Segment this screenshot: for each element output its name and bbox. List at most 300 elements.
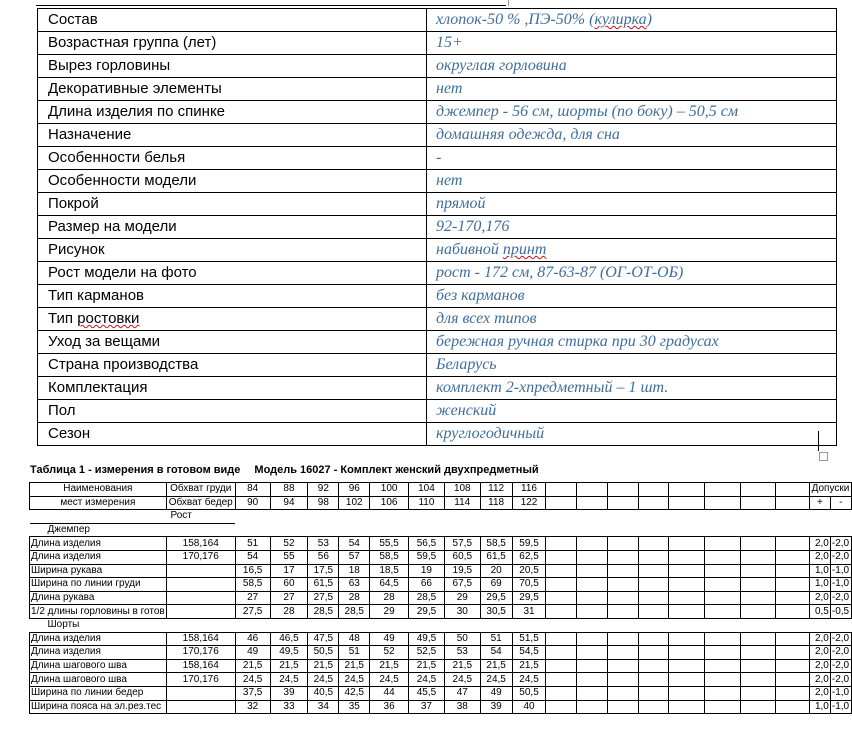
size-value: 44 (370, 686, 409, 700)
size-value: 19 (409, 564, 445, 578)
property-value: 92-170,176 (427, 216, 837, 239)
product-properties-table (37, 8, 837, 446)
spellcheck-mark: кулирка (594, 11, 647, 28)
tolerance-header: Допуски (809, 483, 851, 497)
empty-cell (776, 646, 810, 660)
measurement-row (30, 564, 852, 578)
property-value: для всех типов (427, 308, 837, 331)
size-value: 37,5 (235, 686, 270, 700)
size-value: 39 (480, 700, 512, 714)
size-value: 64,5 (370, 578, 409, 592)
property-label: Страна производства (38, 354, 427, 377)
size-value: 29 (370, 605, 409, 619)
name-header-line2: мест измерения (30, 496, 167, 510)
empty-cell (776, 537, 810, 551)
size-value: 60,5 (444, 550, 480, 564)
tolerance-minus-value: -2,0 (830, 550, 851, 564)
size-value: 54 (339, 537, 370, 551)
measurement-row (30, 673, 852, 687)
size-value: 40 (512, 700, 546, 714)
size-value: 59,5 (409, 550, 445, 564)
hips-size: 114 (444, 496, 480, 510)
hips-size: 110 (409, 496, 445, 510)
measurement-name: Ширина рукава (30, 564, 167, 578)
property-row (38, 32, 837, 55)
measurement-row (30, 646, 852, 660)
tolerance-plus-value: 1,0 (809, 700, 830, 714)
size-value: 28,5 (308, 605, 339, 619)
empty-cell (704, 700, 740, 714)
size-value: 51 (339, 646, 370, 660)
tolerance-minus-value: -1,0 (830, 686, 851, 700)
empty-cell (638, 700, 669, 714)
empty-cell (577, 578, 608, 592)
size-value: 24,5 (308, 673, 339, 687)
property-row (38, 55, 837, 78)
tolerance-minus-value: -1,0 (830, 564, 851, 578)
measurement-row (30, 537, 852, 551)
property-row (38, 147, 837, 170)
empty-cell (546, 496, 577, 510)
empty-cell (577, 646, 608, 660)
size-value: 27,5 (235, 605, 270, 619)
size-value: 27,5 (308, 591, 339, 605)
measurement-name: Длина изделия (30, 632, 167, 646)
property-value: домашняя одежда, для сна (427, 124, 837, 147)
measurement-name: Длина изделия (30, 550, 167, 564)
property-label: Тип ростовки (38, 308, 427, 331)
tolerance-minus-value: -2,0 (830, 646, 851, 660)
size-value: 27 (270, 591, 308, 605)
tolerance-minus-value: -2,0 (830, 673, 851, 687)
measurement-table (29, 482, 852, 714)
height-value: 170,176 (166, 646, 235, 660)
size-value: 39 (270, 686, 308, 700)
size-value: 36 (370, 700, 409, 714)
property-row (38, 124, 837, 147)
table-resize-handle[interactable] (819, 452, 828, 461)
empty-cell (638, 591, 669, 605)
size-value: 51 (235, 537, 270, 551)
empty-cell (740, 537, 776, 551)
size-value: 32 (235, 700, 270, 714)
size-value: 47 (444, 686, 480, 700)
size-value: 24,5 (270, 673, 308, 687)
height-value: 158,164 (166, 659, 235, 673)
empty-cell (546, 578, 577, 592)
empty-cell (546, 483, 577, 497)
empty-cell (740, 646, 776, 660)
empty-cell (607, 659, 638, 673)
empty-cell (669, 578, 705, 592)
empty-cell (607, 591, 638, 605)
size-value: 62,5 (512, 550, 546, 564)
size-value: 52 (370, 646, 409, 660)
empty-cell (607, 646, 638, 660)
size-value: 66 (409, 578, 445, 592)
size-value: 50,5 (308, 646, 339, 660)
empty-cell (669, 659, 705, 673)
property-value: прямой (427, 193, 837, 216)
empty-cell (669, 483, 705, 497)
empty-cell (577, 673, 608, 687)
empty-cell (638, 632, 669, 646)
empty-cell (546, 605, 577, 619)
empty-cell (704, 673, 740, 687)
property-value: хлопок-50 % ,ПЭ-50% (кулирка) (427, 9, 837, 32)
empty-cell (607, 483, 638, 497)
measurement-row (30, 700, 852, 714)
size-value: 42,5 (339, 686, 370, 700)
size-value: 21,5 (235, 659, 270, 673)
hips-size: 102 (339, 496, 370, 510)
size-value: 49 (480, 686, 512, 700)
size-value: 46 (235, 632, 270, 646)
property-label: Пол (38, 400, 427, 423)
size-value: 31 (512, 605, 546, 619)
empty-cell (669, 700, 705, 714)
empty-cell (577, 700, 608, 714)
property-value: нет (427, 78, 837, 101)
empty-cell (776, 700, 810, 714)
property-value: комплект 2-хпредметный – 1 шт. (427, 377, 837, 400)
measurement-name: Ширина по линии груди (30, 578, 167, 592)
property-label: Комплектация (38, 377, 427, 400)
empty-cell (546, 700, 577, 714)
chest-size: 104 (409, 483, 445, 497)
hips-label: Обхват бедер (166, 496, 235, 510)
height-value: 158,164 (166, 632, 235, 646)
chest-size: 84 (235, 483, 270, 497)
property-row (38, 400, 837, 423)
size-value: 52 (270, 537, 308, 551)
size-value: 21,5 (480, 659, 512, 673)
size-value: 58,5 (370, 550, 409, 564)
empty-cell (638, 646, 669, 660)
property-value: круглогодичный (427, 423, 837, 446)
empty-cell (704, 605, 740, 619)
size-value: 34 (308, 700, 339, 714)
property-value: нет (427, 170, 837, 193)
empty-cell (704, 483, 740, 497)
chest-size: 96 (339, 483, 370, 497)
size-value: 55,5 (370, 537, 409, 551)
empty-cell (607, 564, 638, 578)
name-header: Наименования (30, 483, 167, 497)
empty-cell (607, 578, 638, 592)
property-label: Рисунок (38, 239, 427, 262)
size-value: 28,5 (339, 605, 370, 619)
measurement-name: Длина рукава (30, 591, 167, 605)
empty-cell (638, 686, 669, 700)
empty-cell (638, 537, 669, 551)
empty-cell (704, 686, 740, 700)
property-label: Размер на модели (38, 216, 427, 239)
size-value: 29,5 (480, 591, 512, 605)
empty-cell (776, 686, 810, 700)
height-value (166, 591, 235, 605)
size-value: 17 (270, 564, 308, 578)
text-cursor (818, 431, 819, 451)
tolerance-plus-value: 2,0 (809, 550, 830, 564)
property-value: округлая горловина (427, 55, 837, 78)
empty-cell (546, 659, 577, 673)
header-row-chest (30, 483, 852, 497)
empty-cell (546, 537, 577, 551)
property-value: 15+ (427, 32, 837, 55)
empty-cell (740, 700, 776, 714)
size-value: 67,5 (444, 578, 480, 592)
height-value (166, 700, 235, 714)
size-value: 28 (270, 605, 308, 619)
empty-cell (740, 496, 776, 510)
empty-cell (607, 673, 638, 687)
size-value: 69 (480, 578, 512, 592)
empty-cell (546, 564, 577, 578)
empty-cell (577, 564, 608, 578)
size-value: 55 (270, 550, 308, 564)
size-value: 49 (370, 632, 409, 646)
property-row (38, 170, 837, 193)
property-label: Тип карманов (38, 285, 427, 308)
size-value: 29,5 (409, 605, 445, 619)
tolerance-plus-value: 0,5 (809, 605, 830, 619)
size-value: 56,5 (409, 537, 445, 551)
size-value: 28 (339, 591, 370, 605)
size-value: 21,5 (444, 659, 480, 673)
measurement-row (30, 578, 852, 592)
empty-cell (704, 591, 740, 605)
empty-cell (669, 537, 705, 551)
empty-cell (740, 591, 776, 605)
chest-label: Обхват груди (166, 483, 235, 497)
measurement-name: 1/2 длины горловины в готов (31, 605, 165, 617)
cut-off-line (36, 0, 506, 6)
size-value: 70,5 (512, 578, 546, 592)
size-value: 20,5 (512, 564, 546, 578)
size-value: 24,5 (480, 673, 512, 687)
size-value: 57 (339, 550, 370, 564)
empty-cell (638, 496, 669, 510)
section-row (30, 523, 852, 537)
tolerance-minus: - (830, 496, 851, 510)
empty-cell (776, 496, 810, 510)
size-value: 51 (480, 632, 512, 646)
height-value: 170,176 (166, 673, 235, 687)
section-title: Шорты (30, 618, 852, 632)
size-value: 48 (339, 632, 370, 646)
empty-cell (607, 700, 638, 714)
size-value: 60 (270, 578, 308, 592)
measurement-name: Длина изделия (30, 537, 167, 551)
size-value: 21,5 (370, 659, 409, 673)
size-value: 18,5 (370, 564, 409, 578)
property-label: Рост модели на фото (38, 262, 427, 285)
property-row (38, 216, 837, 239)
empty-cell (607, 686, 638, 700)
size-value: 58,5 (480, 537, 512, 551)
property-row (38, 78, 837, 101)
tolerance-minus-value: -0,5 (830, 605, 851, 619)
empty-cell (740, 550, 776, 564)
size-value: 21,5 (512, 659, 546, 673)
size-value: 53 (308, 537, 339, 551)
size-value: 21,5 (339, 659, 370, 673)
size-value: 50 (444, 632, 480, 646)
hips-size: 98 (308, 496, 339, 510)
tolerance-plus-value: 2,0 (809, 686, 830, 700)
size-value: 38 (444, 700, 480, 714)
tolerance-plus-value: 2,0 (809, 673, 830, 687)
tolerance-minus-value: -1,0 (830, 578, 851, 592)
size-value: 33 (270, 700, 308, 714)
empty-cell (638, 550, 669, 564)
measurement-row (30, 550, 852, 564)
size-value: 58,5 (235, 578, 270, 592)
section-title: Джемпер (30, 523, 852, 537)
tolerance-minus-value: -1,0 (830, 700, 851, 714)
size-value: 17,5 (308, 564, 339, 578)
empty-cell (607, 496, 638, 510)
empty-cell (638, 578, 669, 592)
empty-cell (669, 686, 705, 700)
tolerance-plus-value: 2,0 (809, 632, 830, 646)
size-value: 49,5 (270, 646, 308, 660)
size-value: 51,5 (512, 632, 546, 646)
empty-cell (776, 578, 810, 592)
property-label: Длина изделия по спинке (38, 101, 427, 124)
measurement-name: Ширина по линии бедер (30, 686, 167, 700)
tolerance-minus-value: -2,0 (830, 632, 851, 646)
size-value: 54 (235, 550, 270, 564)
tolerance-plus-value: 1,0 (809, 564, 830, 578)
empty-cell (740, 673, 776, 687)
size-value: 54,5 (512, 646, 546, 660)
tolerance-plus: + (809, 496, 830, 510)
empty-cell (607, 550, 638, 564)
empty-cell (776, 483, 810, 497)
empty-cell (546, 646, 577, 660)
size-value: 61,5 (308, 578, 339, 592)
empty-cell (577, 591, 608, 605)
property-row (38, 354, 837, 377)
size-value: 18 (339, 564, 370, 578)
empty-cell (776, 659, 810, 673)
empty-cell (740, 632, 776, 646)
height-value (166, 578, 235, 592)
empty-cell (704, 578, 740, 592)
empty-cell (740, 483, 776, 497)
property-row (38, 101, 837, 124)
property-value: набивной принт (427, 239, 837, 262)
measurement-name: Ширина пояса на эл.рез.тес (30, 700, 167, 714)
property-row (38, 377, 837, 400)
property-value: джемпер - 56 см, шорты (по боку) – 50,5 см (427, 101, 837, 124)
measurement-row (30, 686, 852, 700)
size-value: 56 (308, 550, 339, 564)
height-value (166, 605, 235, 619)
height-value: 170,176 (166, 550, 235, 564)
ruler-mark (508, 0, 509, 6)
measurement-row (30, 659, 852, 673)
empty-cell (546, 632, 577, 646)
property-label: Возрастная группа (лет) (38, 32, 427, 55)
property-value: бережная ручная стирка при 30 градусах (427, 331, 837, 354)
empty-cell (577, 537, 608, 551)
empty-cell (776, 605, 810, 619)
empty-cell (776, 673, 810, 687)
empty-cell (704, 550, 740, 564)
caption-model: Модель 16027 - Комплект женский двухпредметный (254, 464, 539, 476)
size-value: 53 (444, 646, 480, 660)
size-value: 20 (480, 564, 512, 578)
empty-cell (669, 591, 705, 605)
chest-size: 92 (308, 483, 339, 497)
empty-cell (740, 686, 776, 700)
empty-cell (704, 632, 740, 646)
empty-cell (638, 605, 669, 619)
empty-cell (704, 537, 740, 551)
size-value: 24,5 (370, 673, 409, 687)
empty-cell (669, 646, 705, 660)
empty-cell (577, 686, 608, 700)
tolerance-plus-value: 1,0 (809, 578, 830, 592)
height-value: 158,164 (166, 537, 235, 551)
size-value: 37 (409, 700, 445, 714)
empty-cell (776, 591, 810, 605)
size-value: 29 (444, 591, 480, 605)
property-row (38, 331, 837, 354)
property-row (38, 423, 837, 446)
measurement-name: Длина шагового шва (30, 659, 167, 673)
property-value: рост - 172 см, 87-63-87 (ОГ-ОТ-ОБ) (427, 262, 837, 285)
tolerance-plus-value: 2,0 (809, 659, 830, 673)
size-value: 21,5 (409, 659, 445, 673)
size-value: 45,5 (409, 686, 445, 700)
hips-size: 94 (270, 496, 308, 510)
empty-cell (669, 496, 705, 510)
chest-size: 108 (444, 483, 480, 497)
property-label: Особенности модели (38, 170, 427, 193)
height-label-row (30, 510, 852, 524)
size-value: 49,5 (409, 632, 445, 646)
empty-cell (740, 605, 776, 619)
empty-cell (546, 550, 577, 564)
property-row (38, 285, 837, 308)
tolerance-plus-value: 2,0 (809, 591, 830, 605)
property-row (38, 193, 837, 216)
measurement-row (30, 632, 852, 646)
tolerance-plus-value: 2,0 (809, 537, 830, 551)
empty-cell (546, 673, 577, 687)
size-value: 49 (235, 646, 270, 660)
size-value: 54 (480, 646, 512, 660)
empty-cell (669, 673, 705, 687)
property-value: женский (427, 400, 837, 423)
size-value: 46,5 (270, 632, 308, 646)
empty-cell (740, 564, 776, 578)
tolerance-minus-value: -2,0 (830, 659, 851, 673)
chest-size: 100 (370, 483, 409, 497)
empty-cell (546, 591, 577, 605)
spellcheck-mark: ростовки (77, 310, 140, 327)
empty-cell (704, 564, 740, 578)
property-value: Беларусь (427, 354, 837, 377)
hips-size: 106 (370, 496, 409, 510)
size-value: 50,5 (512, 686, 546, 700)
height-value (166, 686, 235, 700)
measurement-caption (30, 464, 539, 476)
